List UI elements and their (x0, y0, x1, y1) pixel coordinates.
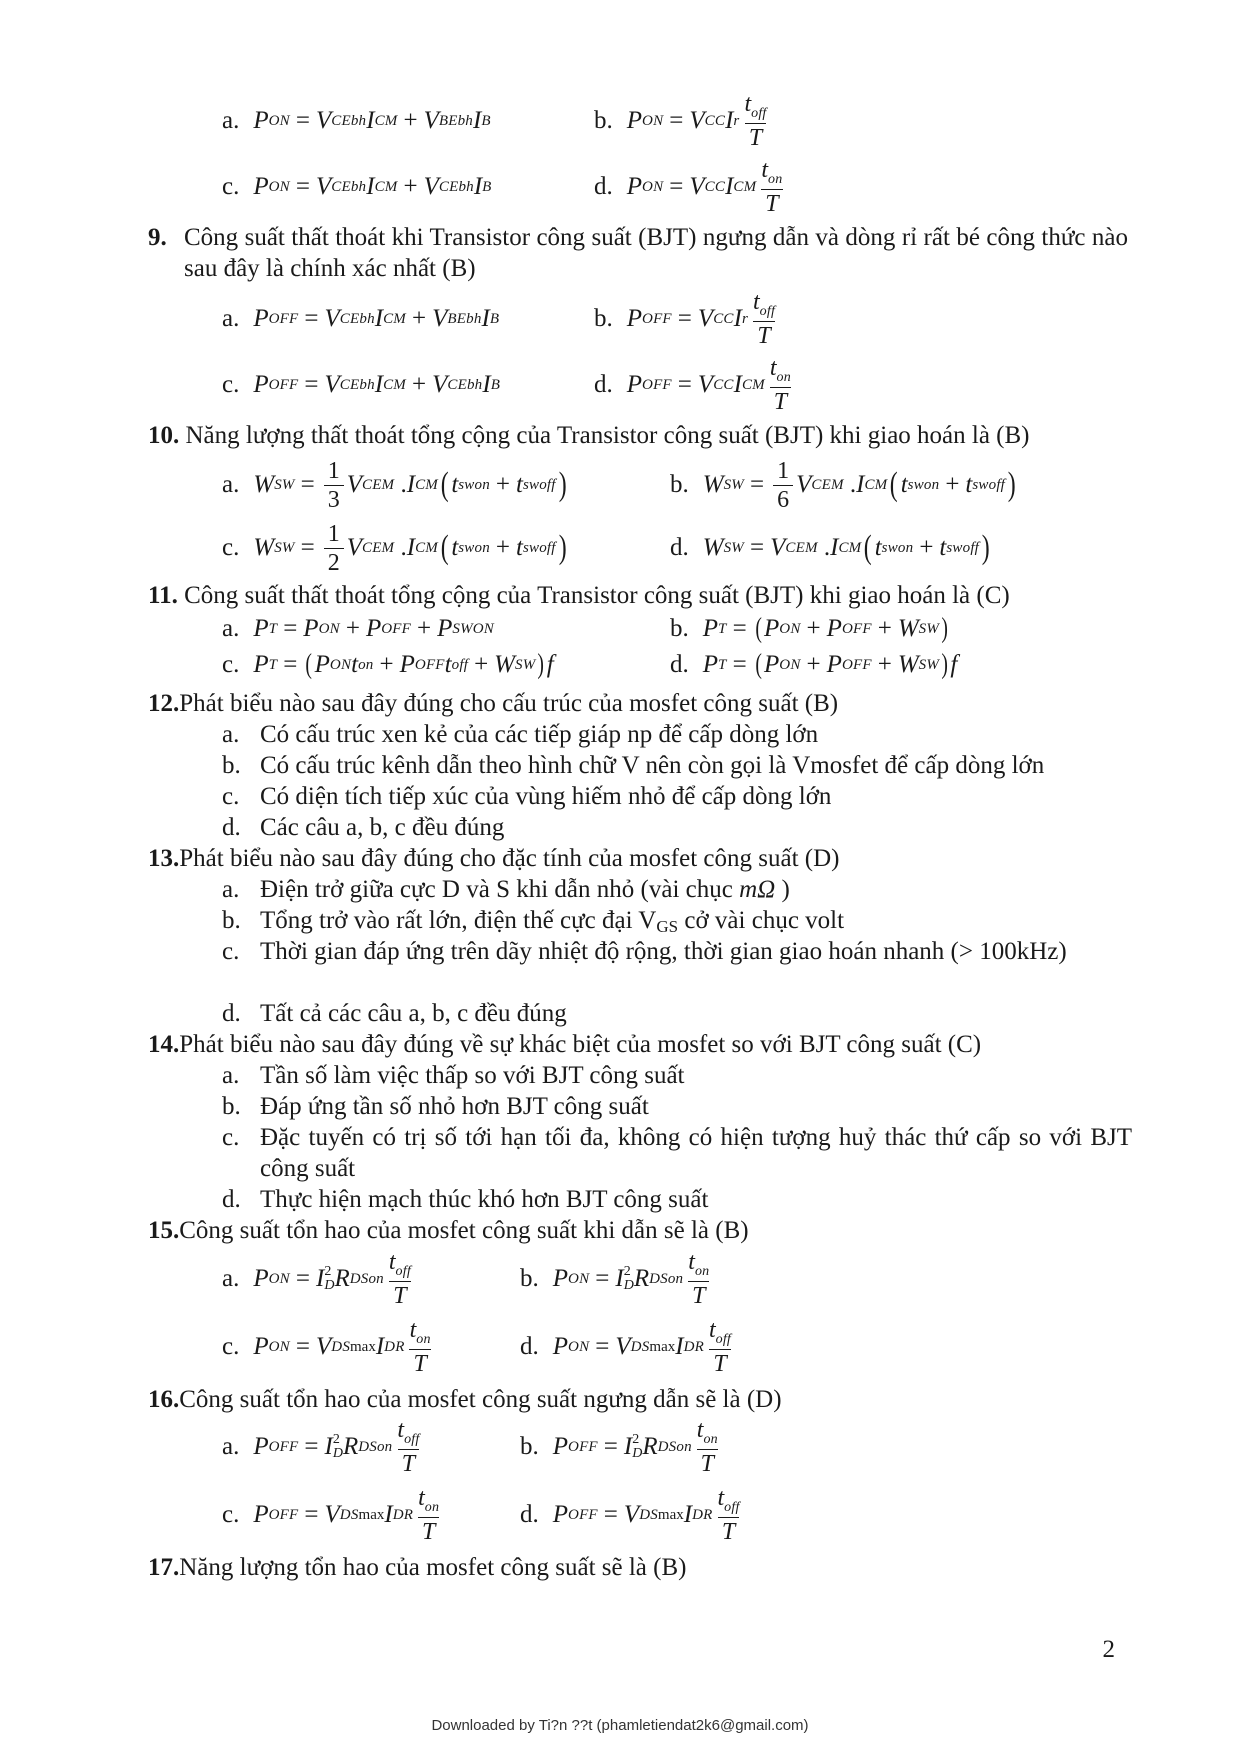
option-item: d. Thực hiện mạch thúc khó hơn BJT công suất (222, 1186, 709, 1213)
formula-option-b: b. P OFF = V CC I r $\frac{t_{off}}{T}$ (594, 289, 776, 349)
formula-option-b: b. P ON = V CC I r $\frac{t_{off}}{T}$ (594, 91, 767, 151)
formula-option-c: c. P ON = V CEbh I CM + V CEbh I B (222, 173, 492, 200)
question-text: Phát biểu nào sau đây đúng cho cấu trúc của mosfet công suất (B) (179, 690, 839, 717)
option-item: c. Có diện tích tiếp xúc của vùng hiếm nhỏ để cấp dòng lớn (222, 783, 832, 810)
formula-option-d: d. P OFF = V CC I CM $\frac{t_{on}}{T}$ (594, 355, 791, 415)
question-number: 9. (148, 224, 167, 251)
formula-row (222, 1318, 1122, 1376)
option-item: c. Thời gian đáp ứng trên dãy nhiệt độ rộng, thời gian giao hoán nhanh (> 100kHz) (222, 938, 1067, 965)
formula-option-a: a. W SW = $\frac{1}{3}$ V CEM . I CM ( t swon + t swoff ) (222, 457, 567, 513)
question-text: Năng lượng thất thoát tổng cộng của Transistor công suất (BJT) khi giao hoán là (B) (185, 422, 1030, 449)
formula-option-c: c. P ON = V DS max I DR $\frac{t_{on}}{T}$ (222, 1317, 431, 1377)
question-15 (148, 1215, 1128, 1246)
question-12 (148, 688, 1128, 719)
formula-row (222, 612, 1122, 646)
formula-row (222, 158, 1122, 216)
formula-option-d: d. P ON = V CC I CM $\frac{t_{on}}{T}$ (594, 157, 783, 217)
formula-option-d: d. P OFF = V DS max I DR $\frac{t_{off}}{T}$ (520, 1485, 740, 1545)
formula-option-d: d. P T = ( P ON + P OFF + W SW ) f (670, 649, 958, 680)
formula-row (222, 518, 1122, 578)
page-number: 2 (1102, 1636, 1115, 1663)
formula-row (222, 356, 1122, 414)
question-16 (148, 1384, 1128, 1415)
formula-row (222, 648, 1122, 682)
formula-row (222, 455, 1122, 515)
question-text: Công suất thất thoát khi Transistor công suất (BJT) ngưng dẫn và dòng rỉ rất bé công thức nào sau đây là chính xác nhất (B) (184, 224, 1128, 282)
question-17 (148, 1552, 1128, 1583)
option-item: d. Tất cả các câu a, b, c đều đúng (222, 1000, 567, 1027)
formula-row (222, 1486, 1122, 1544)
question-number: 11. (148, 582, 178, 609)
question-number: 15. (148, 1217, 180, 1244)
formula-row (222, 1250, 1122, 1308)
formula-option-d: d. W SW = V CEM . I CM ( t swon + t swoff ) (670, 529, 990, 566)
question-11 (148, 580, 1128, 611)
question-13 (148, 843, 1128, 874)
formula-row (222, 1418, 1122, 1476)
formula-option-a: a. P ON = I 2 D R DSon $\frac{t_{off}}{T}$ (222, 1249, 411, 1309)
formula-option-c: c. P T = ( P ON t on + P OFF t off + W SW ) f (222, 649, 554, 680)
question-number: 13. (148, 845, 180, 872)
formula-option-b: b. P ON = I 2 D R DSon $\frac{t_{on}}{T}$ (520, 1249, 710, 1309)
question-text: Công suất tổn hao của mosfet công suất khi dẫn sẽ là (B) (179, 1217, 749, 1244)
formula-option-c: c. P OFF = V CEbh I CM + V CEbh I B (222, 371, 501, 398)
formula-option-a: a. P ON = V CEbh I CM + V BEbh I B (222, 107, 491, 134)
formula-option-d: d. P ON = V DS max I DR $\frac{t_{off}}{T}$ (520, 1317, 732, 1377)
question-10 (148, 420, 1128, 451)
formula-option-b: b. W SW = $\frac{1}{6}$ V CEM . I CM ( t swon + t swoff ) (670, 457, 1016, 513)
download-footer: Downloaded by Ti?n ??t (phamletiendat2k6@gmail.com) (431, 1717, 809, 1734)
option-item: a. Điện trở giữa cực D và S khi dẫn nhỏ (vài chục mΩ ) (222, 876, 790, 903)
option-item: a. Tần số làm việc thấp so với BJT công suất (222, 1062, 685, 1089)
question-text: Phát biểu nào sau đây đúng cho đặc tính của mosfet công suất (D) (179, 845, 840, 872)
option-item: b. Có cấu trúc kênh dẫn theo hình chữ V nên còn gọi là Vmosfet để cấp dòng lớn (222, 752, 1045, 779)
formula-option-a: a. P OFF = I 2 D R DSon $\frac{t_{off}}{T}$ (222, 1417, 420, 1477)
formula-option-a: a. P OFF = V CEbh I CM + V BEbh I B (222, 305, 500, 332)
formula-option-a: a. P T = P ON + P OFF + P SWON (222, 615, 495, 642)
option-item: d. Các câu a, b, c đều đúng (222, 814, 505, 841)
question-number: 17. (148, 1554, 180, 1581)
question-number: 12. (148, 690, 180, 717)
formula-option-b: b. P OFF = I 2 D R DSon $\frac{t_{on}}{T}$ (520, 1417, 718, 1477)
formula-option-c: c. P OFF = V DS max I DR $\frac{t_{on}}{T}$ (222, 1485, 440, 1545)
formula-row (222, 92, 1122, 150)
question-number: 14. (148, 1031, 180, 1058)
question-text: Công suất tổn hao của mosfet công suất ngưng dẫn sẽ là (D) (179, 1386, 782, 1413)
option-item: a. Có cấu trúc xen kẻ của các tiếp giáp np để cấp dòng lớn (222, 721, 819, 748)
option-item: b. Đáp ứng tần số nhỏ hơn BJT công suất (222, 1093, 649, 1120)
question-14 (148, 1029, 1128, 1060)
formula-row (222, 290, 1122, 348)
question-text: Công suất thất thoát tổng cộng của Transistor công suất (BJT) khi giao hoán là (C) (184, 582, 1010, 609)
option-item: b. Tổng trở vào rất lớn, điện thế cực đại VGS cở vài chục volt (222, 907, 845, 936)
formula-option-c: c. W SW = $\frac{1}{2}$ V CEM . I CM ( t swon + t swoff ) (222, 520, 567, 576)
question-number: 10. (148, 422, 180, 449)
formula-option-b: b. P T = ( P ON + P OFF + W SW ) (670, 613, 948, 644)
option-item: c. Đặc tuyến có trị số tới hạn tối đa, không có hiện tượng huỷ thác thứ cấp so với BJT công suất (222, 1124, 1132, 1182)
question-number: 16. (148, 1386, 180, 1413)
question-text: Phát biểu nào sau đây đúng về sự khác biệt của mosfet so với BJT công suất (C) (179, 1031, 982, 1058)
question-text: Năng lượng tổn hao của mosfet công suất sẽ là (B) (179, 1554, 687, 1581)
question-9 (148, 222, 1128, 284)
